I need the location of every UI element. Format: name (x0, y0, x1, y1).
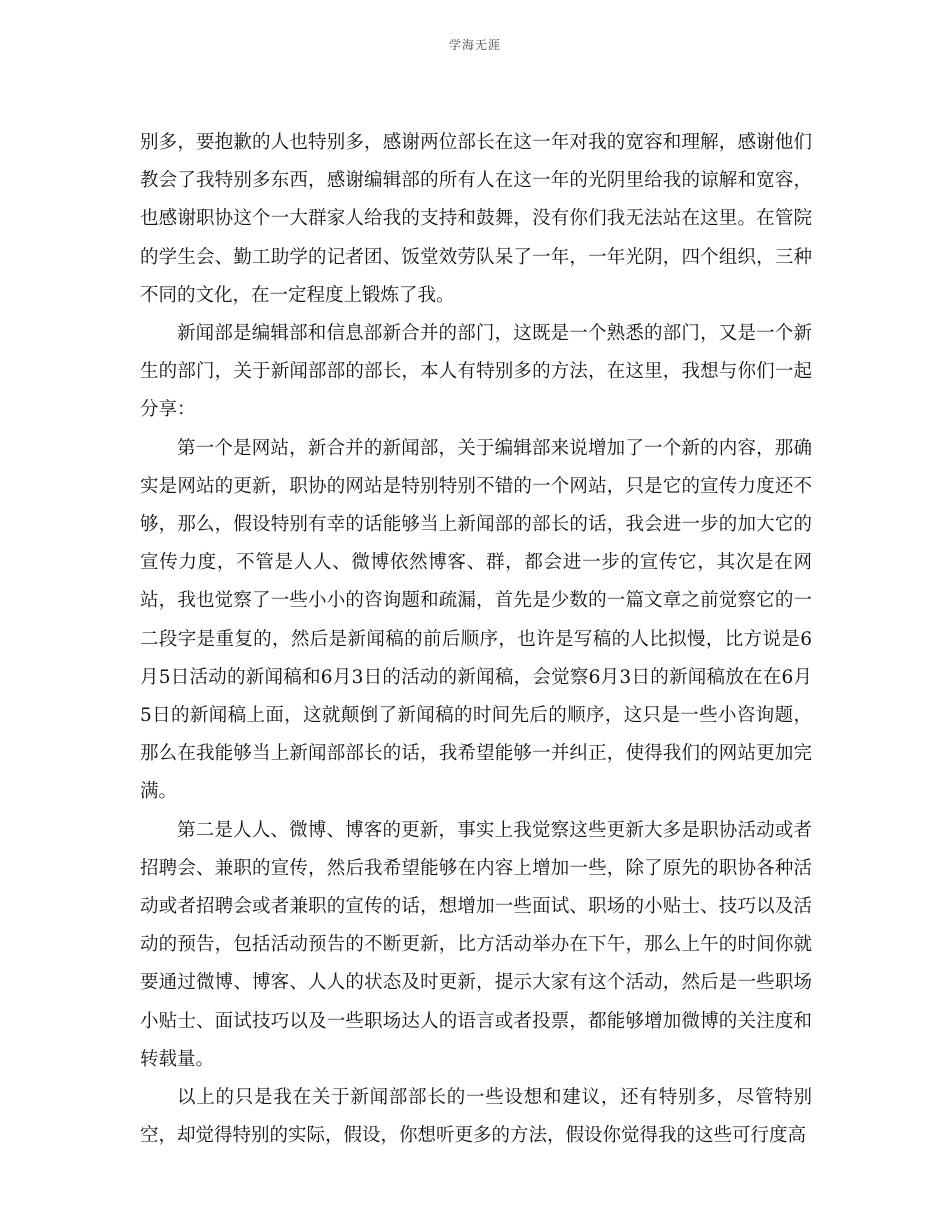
page-header: 学海无涯 (448, 38, 501, 52)
paragraph-website: 第一个是网站，新合并的新闻部，关于编辑部来说增加了一个新的内容，那确实是网站的更新，职协的网站是特别特别不错的一个网站，只是它的宣传力度还不够，那么，假设特别有幸的话能够当上新闻部的部长的话，我会进一步的加大它的宣传力度，不管是人人、微博依然博客、群，都会进一步的宣传它，其次是在网站，我也觉察了一些小小的咨询题和疏漏，首先是少数的一篇文章之前觉察它的一二段字是重复的，然后是新闻稿的前后顺序，也许是写稿的人比拟慢，比方说是6月5日活动的新闻稿和6月3日的活动的新闻稿，会觉察6月3日的新闻稿放在在6月5日的新闻稿上面，这就颠倒了新闻稿的时间先后的顺序，这只是一些小咨询题，那么在我能够当上新闻部部长的话，我希望能够一并纠正，使得我们的网站更加完满。 (140, 437, 812, 803)
paragraph-conclusion: 以上的只是我在关于新闻部部长的一些设想和建议，还有特别多，尽管特别空，却觉得特别的实际，假设，你想听更多的方法，假设你觉得我的这些可行度高 (140, 1087, 812, 1147)
paragraph-news-department: 新闻部是编辑部和信息部新合并的部门，这既是一个熟悉的部门，又是一个新生的部门，关于新闻部部的部长，本人有特别多的方法，在这里，我想与你们一起分享： (140, 323, 812, 421)
paragraph-continuation: 别多，要抱歉的人也特别多，感谢两位部长在这一年对我的宽容和理解，感谢他们教会了我特别多东西，感谢编辑部的所有人在这一年的光阴里给我的谅解和宽容，也感谢职协这个一大群家人给我的支持和鼓舞，没有你们我无法站在这里。在管院的学生会、勤工助学的记者团、饭堂效劳队呆了一年，一年光阴，四个组织，三种不同的文化，在一定程度上锻炼了我。 (140, 132, 812, 306)
document-body (140, 124, 812, 1155)
paragraph-social-media: 第二是人人、微博、博客的更新，事实上我觉察这些更新大多是职协活动或者招聘会、兼职的宣传，然后我希望能够在内容上增加一些，除了原先的职协各种活动或者招聘会或者兼职的宣传的话，想增加一些面试、职场的小贴士、技巧以及活动的预告，包括活动预告的不断更新，比方活动举办在下午，那么上午的时间你就要通过微博、博客、人人的状态及时更新，提示大家有这个活动，然后是一些职场小贴士、面试技巧以及一些职场达人的语言或者投票，都能够增加微博的关注度和转载量。 (140, 819, 812, 1070)
